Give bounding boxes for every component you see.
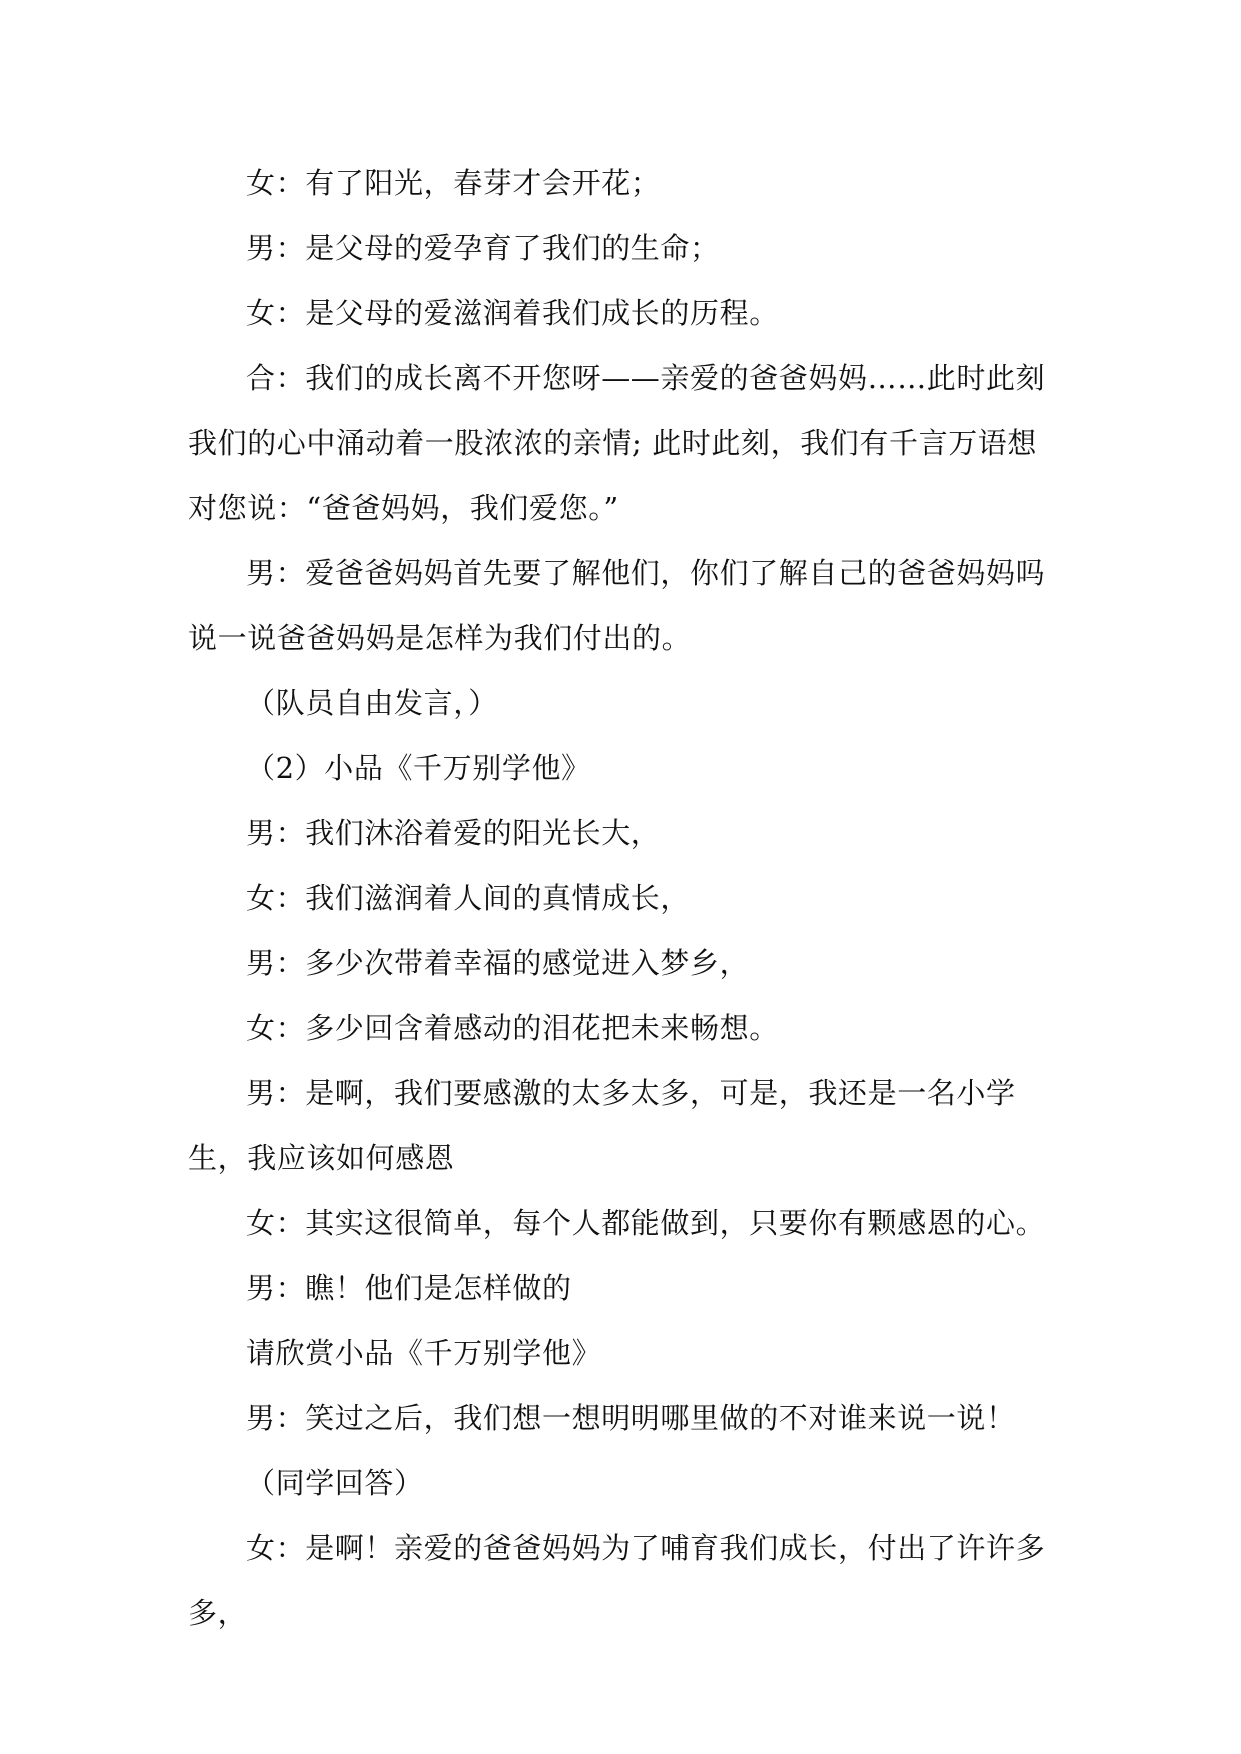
paragraph-10: 男：多少次带着幸福的感觉进入梦乡，: [246, 946, 750, 980]
paragraph-14: 男：瞧！他们是怎样做的: [246, 1271, 572, 1305]
paragraph-2: 男：是父母的爱孕育了我们的生命；: [246, 231, 720, 265]
paragraph-13: 女：其实这很简单，每个人都能做到，只要你有颗感恩的心。: [246, 1206, 1046, 1240]
paragraph-4: 合：我们的成长离不开您呀——亲爱的爸爸妈妈……此时此刻我们的心中涌动着一股浓浓的亲情; 此时此刻，我们有千言万语想对您说：“爸爸妈妈，我们爱您。”: [188, 361, 1046, 525]
paragraph-3: 女：是父母的爱滋润着我们成长的历程。: [246, 296, 779, 330]
paragraph-16: 男：笑过之后，我们想一想明明哪里做的不对谁来说一说！: [246, 1401, 1016, 1435]
paragraph-17: （同学回答）: [246, 1466, 424, 1500]
paragraph-5: 男：爱爸爸妈妈首先要了解他们，你们了解自己的爸爸妈妈吗说一说爸爸妈妈是怎样为我们付出的。: [188, 556, 1046, 655]
paragraph-1: 女：有了阳光，春芽才会开花；: [246, 166, 661, 200]
paragraph-6: （队员自由发言，）: [246, 686, 498, 720]
paragraph-18: 女：是啊！亲爱的爸爸妈妈为了哺育我们成长，付出了许许多多，: [188, 1531, 1046, 1630]
paragraph-11: 女：多少回含着感动的泪花把未来畅想。: [246, 1011, 779, 1045]
paragraph-9: 女：我们滋润着人间的真情成长，: [246, 881, 691, 915]
paragraph-15: 请欣赏小品《千万别学他》: [246, 1336, 602, 1370]
document-page: [188, 151, 1056, 1646]
paragraph-7: （2）小品《千万别学他》: [246, 751, 591, 785]
paragraph-8: 男：我们沐浴着爱的阳光长大，: [246, 816, 661, 850]
paragraph-12: 男：是啊，我们要感激的太多太多，可是，我还是一名小学生，我应该如何感恩: [188, 1076, 1016, 1175]
